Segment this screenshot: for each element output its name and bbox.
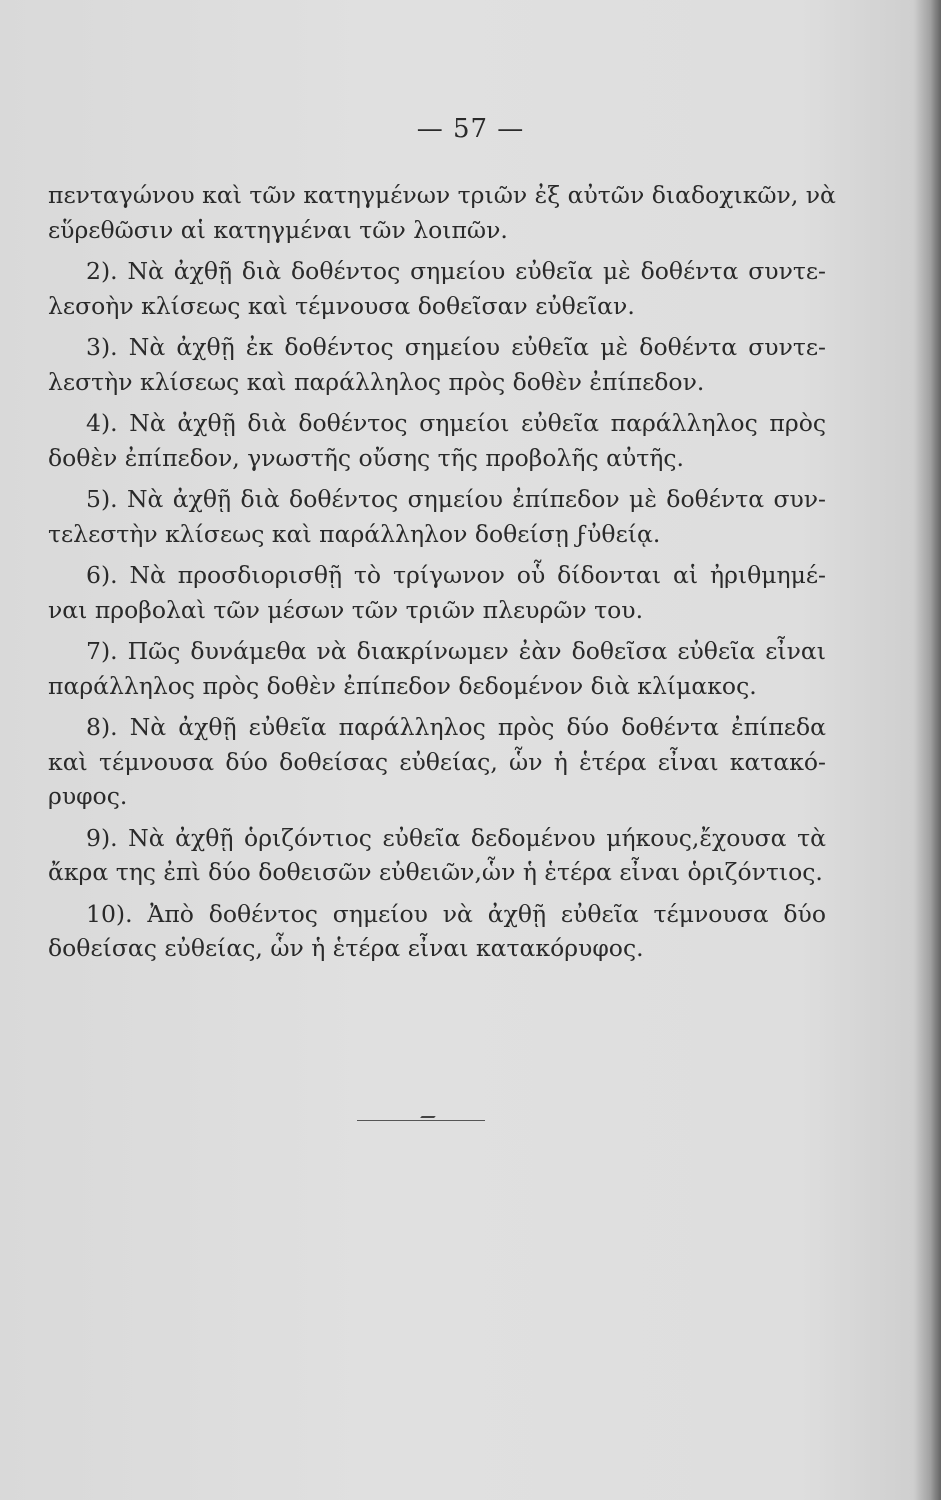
text-line: δοθὲν ἐπίπεδον, γνωστῆς οὔσης τῆς προβολῆς αὐτῆς. (48, 443, 684, 472)
exercise-10 (48, 897, 826, 966)
text-line: 9). Νὰ ἀχθῇ ὁριζόντιος εὐθεῖα δεδομένου μήκους,ἔχουσα τὰ (86, 823, 826, 852)
text-line: 10). Ἀπὸ δοθέντος σημείου νὰ ἀχθῇ εὐθεῖα τέμνουσα δύο (86, 899, 826, 928)
text-line: πενταγώνου καὶ τῶν κατηγμένων τριῶν ἐξ αὐτῶν διαδοχικῶν, νὰ (48, 181, 836, 209)
text-line: παράλληλος πρὸς δοθὲν ἐπίπεδον δεδομένον διὰ κλίμακος. (48, 671, 757, 700)
text-line: 2). Νὰ ἀχθῇ διὰ δοθέντος σημείου εὐθεῖα μὲ δοθέντα συντε- (86, 257, 826, 285)
text-line: 5). Νὰ ἀχθῇ διὰ δοθέντος σημείου ἐπίπεδον μὲ δοθέντα συν- (86, 485, 826, 513)
text-line: ρυφος. (48, 782, 128, 810)
text-line: εὕρεθῶσιν αἱ κατηγμέναι τῶν λοιπῶν. (48, 215, 508, 244)
exercise-6 (48, 558, 826, 627)
exercise-4 (48, 406, 826, 475)
text-line: καὶ τέμνουσα δύο δοθείσας εὐθείας, ὧν ἡ ἑτέρα εἶναι κατακό- (48, 747, 826, 776)
text-line: δοθείσας εὐθείας, ὧν ἡ ἑτέρα εἶναι κατακόρυφος. (48, 934, 644, 962)
text-line: ναι προβολαὶ τῶν μέσων τῶν τριῶν πλευρῶν του. (48, 595, 644, 624)
text-line: τελεστὴν κλίσεως καὶ παράλληλον δοθείσῃ ϝὐθείᾳ. (48, 519, 661, 548)
text-line: 7). Πῶς δυνάμεθα νὰ διακρίνωμεν ἐὰν δοθεῖσα εὐθεῖα εἶναι (86, 637, 826, 665)
intro-paragraph (48, 178, 836, 247)
text-line: 3). Νὰ ἀχθῇ ἐκ δοθέντος σημείου εὐθεῖα μὲ δοθέντα συντε- (86, 333, 826, 361)
text-line: λεσοὴν κλίσεως καὶ τέμνουσα δοθεῖσαν εὐθεῖαν. (48, 291, 635, 320)
page-body (48, 178, 836, 966)
text-line: ἄκρα της ἐπὶ δύο δοθεισῶν εὐθειῶν,ὧν ἡ ἑτέρα εἶναι ὁριζόντιος. (48, 858, 823, 886)
exercise-9 (48, 821, 826, 890)
text-line: 8). Νὰ ἀχθῇ εὐθεῖα παράλληλος πρὸς δύο δοθέντα ἐπίπεδα (86, 713, 826, 741)
exercise-8 (48, 710, 826, 814)
text-line: 4). Νὰ ἀχθῇ διὰ δοθέντος σημείοι εὐθεῖα παράλληλος πρὸς (86, 409, 826, 437)
exercise-5 (48, 482, 826, 551)
text-line: λεστὴν κλίσεως καὶ παράλληλος πρὸς δοθὲν ἐπίπεδον. (48, 367, 705, 396)
text-line: 6). Νὰ προσδιορισθῇ τὸ τρίγωνον οὗ δίδονται αἱ ἠριθμημέ- (86, 561, 826, 589)
page-number: — 57 — (416, 114, 525, 144)
exercise-3 (48, 330, 826, 399)
page-edge-shadow (915, 0, 941, 1500)
exercise-2 (48, 254, 826, 323)
exercise-7 (48, 634, 826, 703)
